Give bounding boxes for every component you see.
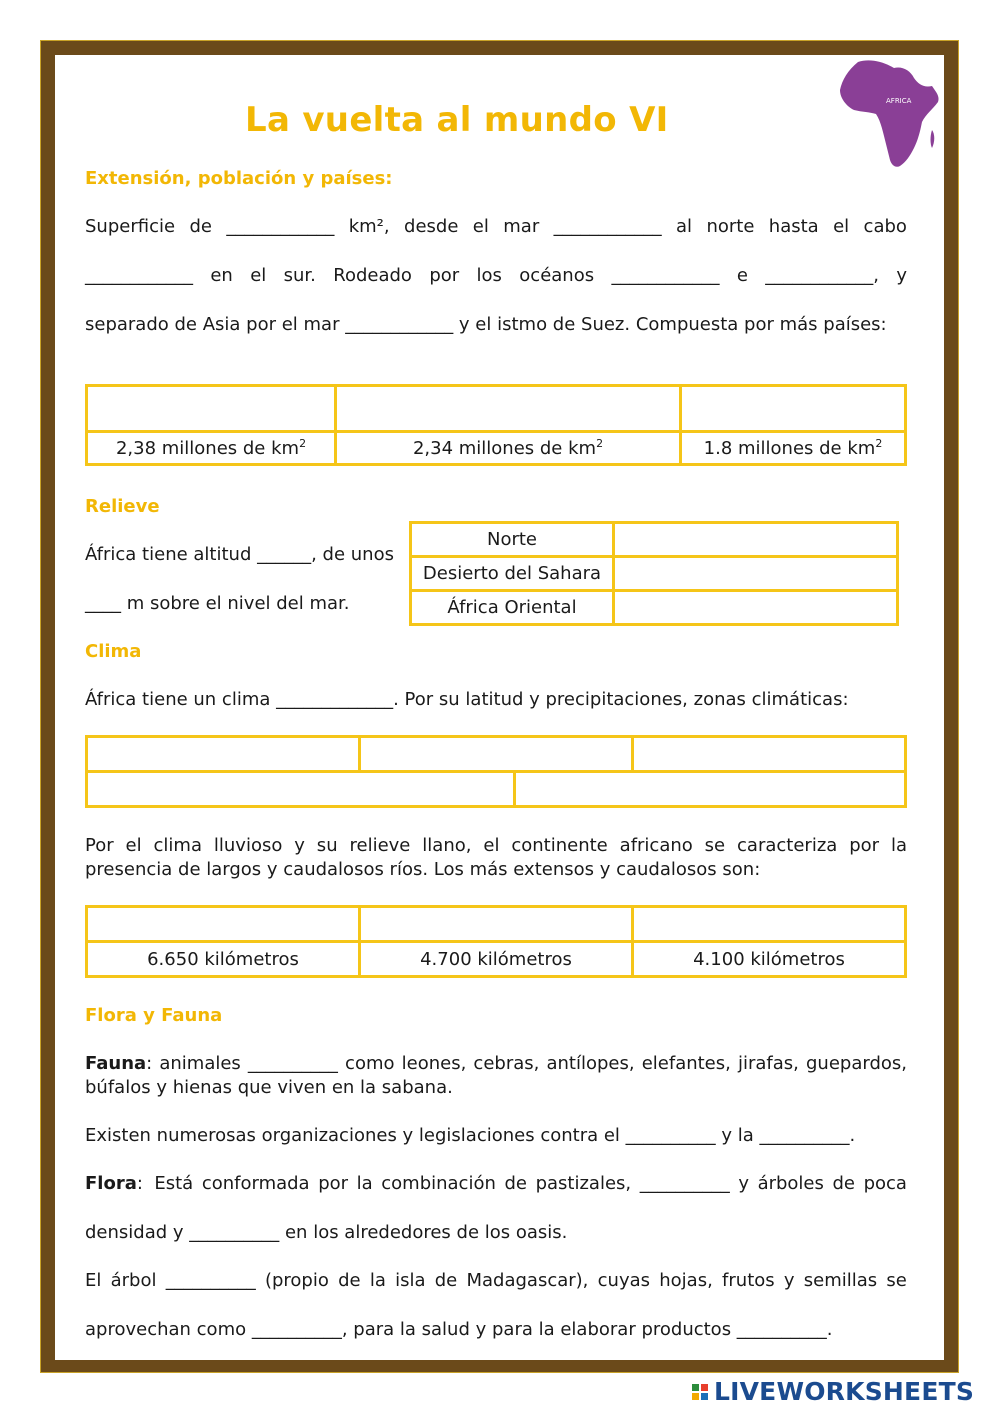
climate-zone-cell-5[interactable] <box>515 772 906 807</box>
clima-text: África tiene un clima _____________. Por su latitud y precipitaciones, zonas climáticas: <box>85 689 849 710</box>
brand-name: LIVEWORKSHEETS <box>714 1377 975 1406</box>
river-name-cell-2[interactable] <box>360 907 633 942</box>
flora-line-2: densidad y __________ en los alrededores de los oasis. <box>85 1222 568 1243</box>
extension-line-1: Superficie de ____________ km², desde el mar ____________ al norte hasta el cabo <box>85 216 907 237</box>
section-heading-extension: Extensión, población y países: <box>85 168 393 189</box>
section-heading-flora-fauna: Flora y Fauna <box>85 1005 223 1026</box>
arbol-line-1: El árbol __________ (propio de la isla de Madagascar), cuyas hojas, frutos y semillas se <box>85 1270 907 1291</box>
climate-zone-cell-2[interactable] <box>360 737 633 772</box>
rivers-table <box>85 905 907 978</box>
organizaciones-text: Existen numerosas organizaciones y legislaciones contra el __________ y la __________. <box>85 1125 856 1146</box>
relieve-region-1: Norte <box>411 523 614 557</box>
country-cell-2[interactable] <box>336 386 681 432</box>
flora-line-1: Flora : Está conformada por la combinación de pastizales, __________ y árboles de poca <box>85 1173 907 1194</box>
relieve-answer-1[interactable] <box>614 523 898 557</box>
relieve-line-2: ____ m sobre el nivel del mar. <box>85 593 350 614</box>
rivers-text: Por el clima lluvioso y su relieve llano, el continente africano se caracteriza por la presencia de largos y caudalosos ríos. Los más extensos y caudalosos son: <box>85 835 907 880</box>
relieve-line-1: África tiene altitud ______, de unos <box>85 544 394 565</box>
africa-map-icon <box>836 58 942 170</box>
relieve-region-3: África Oriental <box>411 591 614 625</box>
extension-line-2: ____________ en el sur. Rodeado por los océanos ____________ e ____________, y <box>85 265 907 286</box>
liveworksheets-mark-icon <box>692 1384 708 1400</box>
climate-zones-table-row-1 <box>85 735 907 773</box>
liveworksheets-logo[interactable] <box>692 1377 974 1406</box>
relieve-table <box>409 521 899 626</box>
climate-zone-cell-4[interactable] <box>87 772 515 807</box>
map-label: AFRICA <box>886 97 912 105</box>
page-title: La vuelta al mundo VI <box>245 100 669 140</box>
climate-zone-cell-1[interactable] <box>87 737 360 772</box>
river-length-3: 4.100 kilómetros <box>633 942 906 977</box>
river-name-cell-1[interactable] <box>87 907 360 942</box>
country-area-2: 2,34 millones de $km^2$ <box>336 432 681 465</box>
arbol-line-2: aprovechan como __________, para la salud y para la elaborar productos __________. <box>85 1319 833 1340</box>
country-area-1: 2,38 millones de $km^2$ <box>87 432 336 465</box>
section-heading-relieve: Relieve <box>85 496 160 517</box>
climate-zones-table-row-2 <box>85 770 907 808</box>
section-heading-clima: Clima <box>85 641 142 662</box>
river-name-cell-3[interactable] <box>633 907 906 942</box>
extension-line-3: separado de Asia por el mar ____________ y el istmo de Suez. Compuesta por más países: <box>85 314 887 335</box>
countries-table <box>85 384 907 466</box>
river-length-1: 6.650 kilómetros <box>87 942 360 977</box>
country-area-3: 1.8 millones de $km^2$ <box>681 432 906 465</box>
relieve-answer-2[interactable] <box>614 557 898 591</box>
fauna-text: Fauna: animales __________ como leones, cebras, antílopes, elefantes, jirafas, guepardos, búfalos y hienas que viven en la sabana. <box>85 1053 907 1098</box>
river-length-2: 4.700 kilómetros <box>360 942 633 977</box>
climate-zone-cell-3[interactable] <box>633 737 906 772</box>
country-cell-1[interactable] <box>87 386 336 432</box>
country-cell-3[interactable] <box>681 386 906 432</box>
relieve-answer-3[interactable] <box>614 591 898 625</box>
relieve-region-2: Desierto del Sahara <box>411 557 614 591</box>
